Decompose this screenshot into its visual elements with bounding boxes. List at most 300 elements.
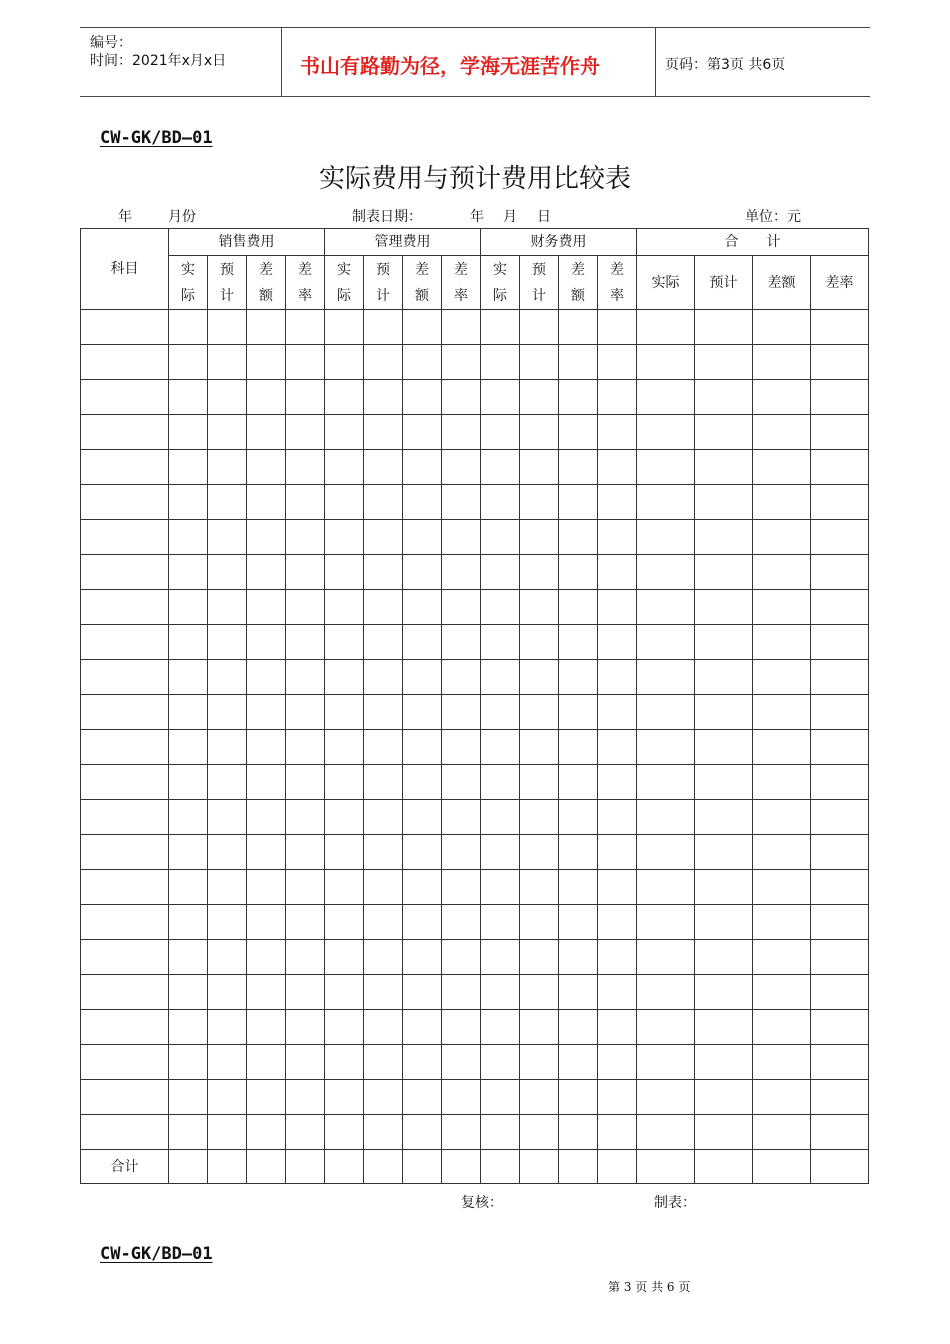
table-cell	[81, 415, 169, 450]
table-cell	[753, 450, 811, 485]
table-cell	[695, 590, 753, 625]
table-cell	[364, 730, 403, 765]
table-cell	[753, 800, 811, 835]
table-cell	[247, 1045, 286, 1080]
table-cell	[286, 695, 325, 730]
table-cell	[286, 415, 325, 450]
table-cell	[325, 870, 364, 905]
meta-date-label: 制表日期：	[352, 209, 422, 225]
table-cell	[753, 835, 811, 870]
table-cell	[208, 870, 247, 905]
table-cell	[286, 660, 325, 695]
table-cell	[325, 450, 364, 485]
table-cell	[364, 905, 403, 940]
sub-column-header	[481, 256, 520, 310]
table-cell	[364, 415, 403, 450]
table-cell	[598, 380, 637, 415]
table-cell	[403, 450, 442, 485]
table-cell	[753, 660, 811, 695]
table-cell	[559, 835, 598, 870]
sub-column-char: 差	[259, 261, 273, 278]
table-cell	[695, 345, 753, 380]
table-cell	[81, 1045, 169, 1080]
table-cell	[753, 1080, 811, 1115]
table-cell	[208, 310, 247, 345]
review-label: 复核：	[461, 1195, 503, 1211]
table-cell	[364, 765, 403, 800]
table-cell	[811, 1080, 869, 1115]
table-cell	[598, 415, 637, 450]
table-cell	[753, 905, 811, 940]
table-cell	[403, 310, 442, 345]
table-cell	[598, 870, 637, 905]
table-cell	[286, 940, 325, 975]
sub-column-header	[286, 256, 325, 310]
sub-column-header	[208, 256, 247, 310]
table-cell	[695, 380, 753, 415]
table-cell	[81, 310, 169, 345]
table-cell	[637, 800, 695, 835]
table-cell	[81, 1080, 169, 1115]
table-cell	[286, 1010, 325, 1045]
table-row	[81, 345, 869, 380]
table-cell	[208, 1150, 247, 1184]
table-cell	[481, 415, 520, 450]
table-cell	[364, 1150, 403, 1184]
table-cell	[247, 905, 286, 940]
table-cell	[208, 345, 247, 380]
sub-column-header	[598, 256, 637, 310]
table-cell	[403, 520, 442, 555]
table-cell	[753, 1045, 811, 1080]
table-cell	[169, 520, 208, 555]
meta-date-year: 年	[470, 209, 484, 225]
table-cell	[481, 590, 520, 625]
table-cell	[520, 1115, 559, 1150]
table-cell	[520, 415, 559, 450]
table-cell	[481, 695, 520, 730]
table-cell	[637, 520, 695, 555]
table-cell	[481, 1045, 520, 1080]
table-cell	[520, 730, 559, 765]
table-cell	[81, 485, 169, 520]
footer-form-code: CW-GK/BD—01	[100, 1244, 213, 1264]
table-row	[81, 380, 869, 415]
table-cell	[403, 800, 442, 835]
table-cell	[403, 345, 442, 380]
table-cell	[811, 345, 869, 380]
table-cell	[520, 520, 559, 555]
table-cell	[637, 1045, 695, 1080]
table-cell	[325, 905, 364, 940]
table-cell	[520, 380, 559, 415]
group-header: 管理费用	[325, 229, 481, 256]
table-cell	[364, 520, 403, 555]
table-cell	[208, 940, 247, 975]
table-row	[81, 415, 869, 450]
table-row	[81, 1010, 869, 1045]
table-row	[81, 765, 869, 800]
table-cell	[598, 800, 637, 835]
table-cell	[811, 800, 869, 835]
table-cell	[598, 555, 637, 590]
table-cell	[481, 310, 520, 345]
table-cell	[481, 380, 520, 415]
table-cell	[520, 870, 559, 905]
table-cell	[520, 765, 559, 800]
table-cell	[442, 485, 481, 520]
table-cell	[481, 730, 520, 765]
table-cell	[247, 800, 286, 835]
table-cell	[208, 800, 247, 835]
table-cell	[169, 1080, 208, 1115]
table-cell	[811, 975, 869, 1010]
table-cell	[364, 800, 403, 835]
table-cell	[520, 940, 559, 975]
table-cell	[637, 345, 695, 380]
table-cell	[559, 940, 598, 975]
sub-column-char: 预	[532, 261, 546, 278]
table-cell	[753, 485, 811, 520]
prepared-label: 制表：	[654, 1195, 696, 1211]
table-cell	[637, 870, 695, 905]
table-cell	[559, 590, 598, 625]
table-cell	[81, 1010, 169, 1045]
table-cell	[753, 590, 811, 625]
table-cell	[169, 835, 208, 870]
table-cell	[811, 905, 869, 940]
table-cell	[559, 1150, 598, 1184]
table-cell	[286, 1045, 325, 1080]
table-cell	[442, 1150, 481, 1184]
table-cell	[559, 625, 598, 660]
table-cell	[811, 415, 869, 450]
table-cell	[325, 485, 364, 520]
table-cell	[325, 555, 364, 590]
table-cell	[364, 1115, 403, 1150]
table-cell	[520, 1010, 559, 1045]
table-cell	[695, 905, 753, 940]
table-cell	[403, 660, 442, 695]
table-cell	[325, 975, 364, 1010]
table-cell	[637, 905, 695, 940]
sub-column-header	[247, 256, 286, 310]
table-cell	[325, 1045, 364, 1080]
table-row	[81, 660, 869, 695]
table-cell	[286, 1080, 325, 1115]
page-footer: 第 3 页 共 6 页	[608, 1280, 691, 1294]
table-cell	[695, 625, 753, 660]
table-cell	[637, 485, 695, 520]
table-row	[81, 485, 869, 520]
table-cell	[598, 905, 637, 940]
meta-date-month: 月	[503, 209, 517, 225]
table-cell	[208, 695, 247, 730]
table-cell	[637, 940, 695, 975]
table-cell	[325, 940, 364, 975]
table-cell	[695, 730, 753, 765]
table-row	[81, 975, 869, 1010]
table-cell	[169, 415, 208, 450]
table-cell	[695, 310, 753, 345]
table-cell	[811, 660, 869, 695]
table-cell	[481, 800, 520, 835]
table-cell	[598, 625, 637, 660]
table-cell	[598, 1115, 637, 1150]
table-cell	[637, 660, 695, 695]
header-divider	[655, 28, 656, 96]
table-cell	[403, 1115, 442, 1150]
table-cell	[811, 1010, 869, 1045]
meta-month: 月份	[168, 209, 196, 225]
table-cell	[208, 765, 247, 800]
table-cell	[811, 695, 869, 730]
table-cell	[481, 940, 520, 975]
table-cell	[442, 800, 481, 835]
table-cell	[403, 625, 442, 660]
table-cell	[247, 695, 286, 730]
table-cell	[559, 1010, 598, 1045]
table-cell	[208, 1115, 247, 1150]
table-cell	[695, 940, 753, 975]
table-cell	[81, 975, 169, 1010]
table-cell	[598, 1080, 637, 1115]
table-cell	[520, 835, 559, 870]
table-cell	[81, 940, 169, 975]
table-cell	[247, 345, 286, 380]
table-cell	[403, 940, 442, 975]
table-cell	[247, 590, 286, 625]
table-cell	[325, 800, 364, 835]
table-cell	[169, 450, 208, 485]
table-cell	[637, 765, 695, 800]
table-row	[81, 625, 869, 660]
table-cell	[559, 1115, 598, 1150]
table-cell	[695, 450, 753, 485]
sub-column-char: 差	[415, 261, 429, 278]
table-cell	[169, 590, 208, 625]
table-cell	[520, 345, 559, 380]
table-cell	[208, 730, 247, 765]
table-cell	[247, 415, 286, 450]
table-cell	[481, 870, 520, 905]
sub-column-char: 预	[220, 261, 234, 278]
table-cell	[598, 450, 637, 485]
table-cell	[637, 1010, 695, 1045]
table-cell	[481, 1150, 520, 1184]
table-cell	[637, 1115, 695, 1150]
table-cell	[364, 555, 403, 590]
table-cell	[403, 695, 442, 730]
table-cell	[753, 415, 811, 450]
table-cell	[364, 310, 403, 345]
table-cell	[442, 520, 481, 555]
table-cell	[481, 485, 520, 520]
comparison-table	[80, 228, 869, 1184]
table-cell	[598, 310, 637, 345]
table-cell	[169, 485, 208, 520]
table-row	[81, 1115, 869, 1150]
table-cell	[325, 1080, 364, 1115]
table-cell	[753, 975, 811, 1010]
table-cell	[637, 695, 695, 730]
table-cell	[811, 870, 869, 905]
table-cell	[559, 695, 598, 730]
table-cell	[364, 450, 403, 485]
sub-column-header	[364, 256, 403, 310]
table-cell	[208, 380, 247, 415]
table-cell	[81, 835, 169, 870]
table-row	[81, 1080, 869, 1115]
table-cell	[559, 555, 598, 590]
table-cell	[286, 345, 325, 380]
table-cell	[753, 940, 811, 975]
total-row-label: 合计	[81, 1150, 169, 1184]
table-cell	[753, 345, 811, 380]
table-cell	[325, 345, 364, 380]
table-cell	[481, 520, 520, 555]
table-cell	[247, 450, 286, 485]
table-cell	[637, 835, 695, 870]
table-cell	[442, 380, 481, 415]
table-cell	[286, 800, 325, 835]
table-cell	[520, 695, 559, 730]
table-cell	[169, 730, 208, 765]
table-cell	[81, 660, 169, 695]
table-cell	[403, 415, 442, 450]
sub-column-char: 实	[181, 261, 195, 278]
table-cell	[364, 590, 403, 625]
table-cell	[520, 555, 559, 590]
table-row	[81, 870, 869, 905]
table-cell	[598, 590, 637, 625]
doc-time-label: 时间：2021年x月x日	[90, 53, 227, 69]
table-cell	[364, 1045, 403, 1080]
form-code: CW-GK/BD—01	[100, 128, 213, 148]
table-cell	[169, 380, 208, 415]
table-cell	[169, 310, 208, 345]
table-cell	[559, 800, 598, 835]
table-cell	[559, 765, 598, 800]
group-header-total: 合 计	[637, 229, 869, 256]
table-cell	[598, 345, 637, 380]
table-cell	[753, 695, 811, 730]
table-cell	[442, 590, 481, 625]
page-info: 页码：第3页 共6页	[665, 57, 786, 73]
table-cell	[247, 765, 286, 800]
table-cell	[598, 485, 637, 520]
table-cell	[403, 765, 442, 800]
table-cell	[286, 835, 325, 870]
table-cell	[695, 660, 753, 695]
sub-column-char: 率	[454, 287, 468, 304]
table-cell	[695, 520, 753, 555]
table-cell	[403, 380, 442, 415]
table-cell	[364, 870, 403, 905]
table-cell	[598, 520, 637, 555]
table-cell	[208, 835, 247, 870]
total-row	[81, 1150, 869, 1184]
table-cell	[442, 415, 481, 450]
sub-column-header	[403, 256, 442, 310]
table-cell	[364, 1010, 403, 1045]
table-row	[81, 310, 869, 345]
table-cell	[169, 1045, 208, 1080]
sub-column-header	[169, 256, 208, 310]
table-cell	[481, 765, 520, 800]
table-cell	[208, 660, 247, 695]
table-cell	[81, 380, 169, 415]
table-cell	[811, 940, 869, 975]
table-cell	[695, 1115, 753, 1150]
table-cell	[286, 590, 325, 625]
table-row	[81, 555, 869, 590]
sub-column-header	[559, 256, 598, 310]
table-cell	[695, 695, 753, 730]
table-cell	[325, 520, 364, 555]
table-cell	[364, 625, 403, 660]
table-cell	[169, 555, 208, 590]
sub-column-char: 差	[610, 261, 624, 278]
table-cell	[811, 1150, 869, 1184]
row-header-subject: 科目	[81, 229, 169, 310]
table-cell	[481, 975, 520, 1010]
table-cell	[208, 520, 247, 555]
table-cell	[286, 870, 325, 905]
table-cell	[811, 590, 869, 625]
table-cell	[811, 450, 869, 485]
total-column-header: 差率	[811, 256, 869, 310]
table-cell	[247, 870, 286, 905]
table-cell	[481, 625, 520, 660]
table-row	[81, 520, 869, 555]
table-cell	[169, 1115, 208, 1150]
table-cell	[247, 520, 286, 555]
table-cell	[247, 380, 286, 415]
table-cell	[286, 730, 325, 765]
table-cell	[695, 1080, 753, 1115]
table-cell	[286, 485, 325, 520]
table-cell	[364, 695, 403, 730]
table-cell	[208, 415, 247, 450]
table-cell	[81, 1115, 169, 1150]
table-cell	[811, 485, 869, 520]
sub-column-char: 差	[571, 261, 585, 278]
table-cell	[403, 870, 442, 905]
sub-column-char: 计	[220, 287, 234, 304]
table-cell	[286, 555, 325, 590]
table-cell	[481, 450, 520, 485]
table-cell	[403, 590, 442, 625]
table-cell	[637, 730, 695, 765]
group-header: 财务费用	[481, 229, 637, 256]
table-row	[81, 730, 869, 765]
sub-column-char: 实	[493, 261, 507, 278]
sub-column-char: 计	[532, 287, 546, 304]
table-cell	[81, 345, 169, 380]
table-cell	[520, 1150, 559, 1184]
sub-column-char: 额	[571, 287, 585, 304]
table-cell	[598, 660, 637, 695]
table-cell	[247, 310, 286, 345]
table-cell	[364, 485, 403, 520]
table-cell	[325, 1010, 364, 1045]
table-cell	[442, 975, 481, 1010]
table-cell	[695, 415, 753, 450]
table-cell	[695, 485, 753, 520]
table-cell	[208, 975, 247, 1010]
table-cell	[247, 975, 286, 1010]
